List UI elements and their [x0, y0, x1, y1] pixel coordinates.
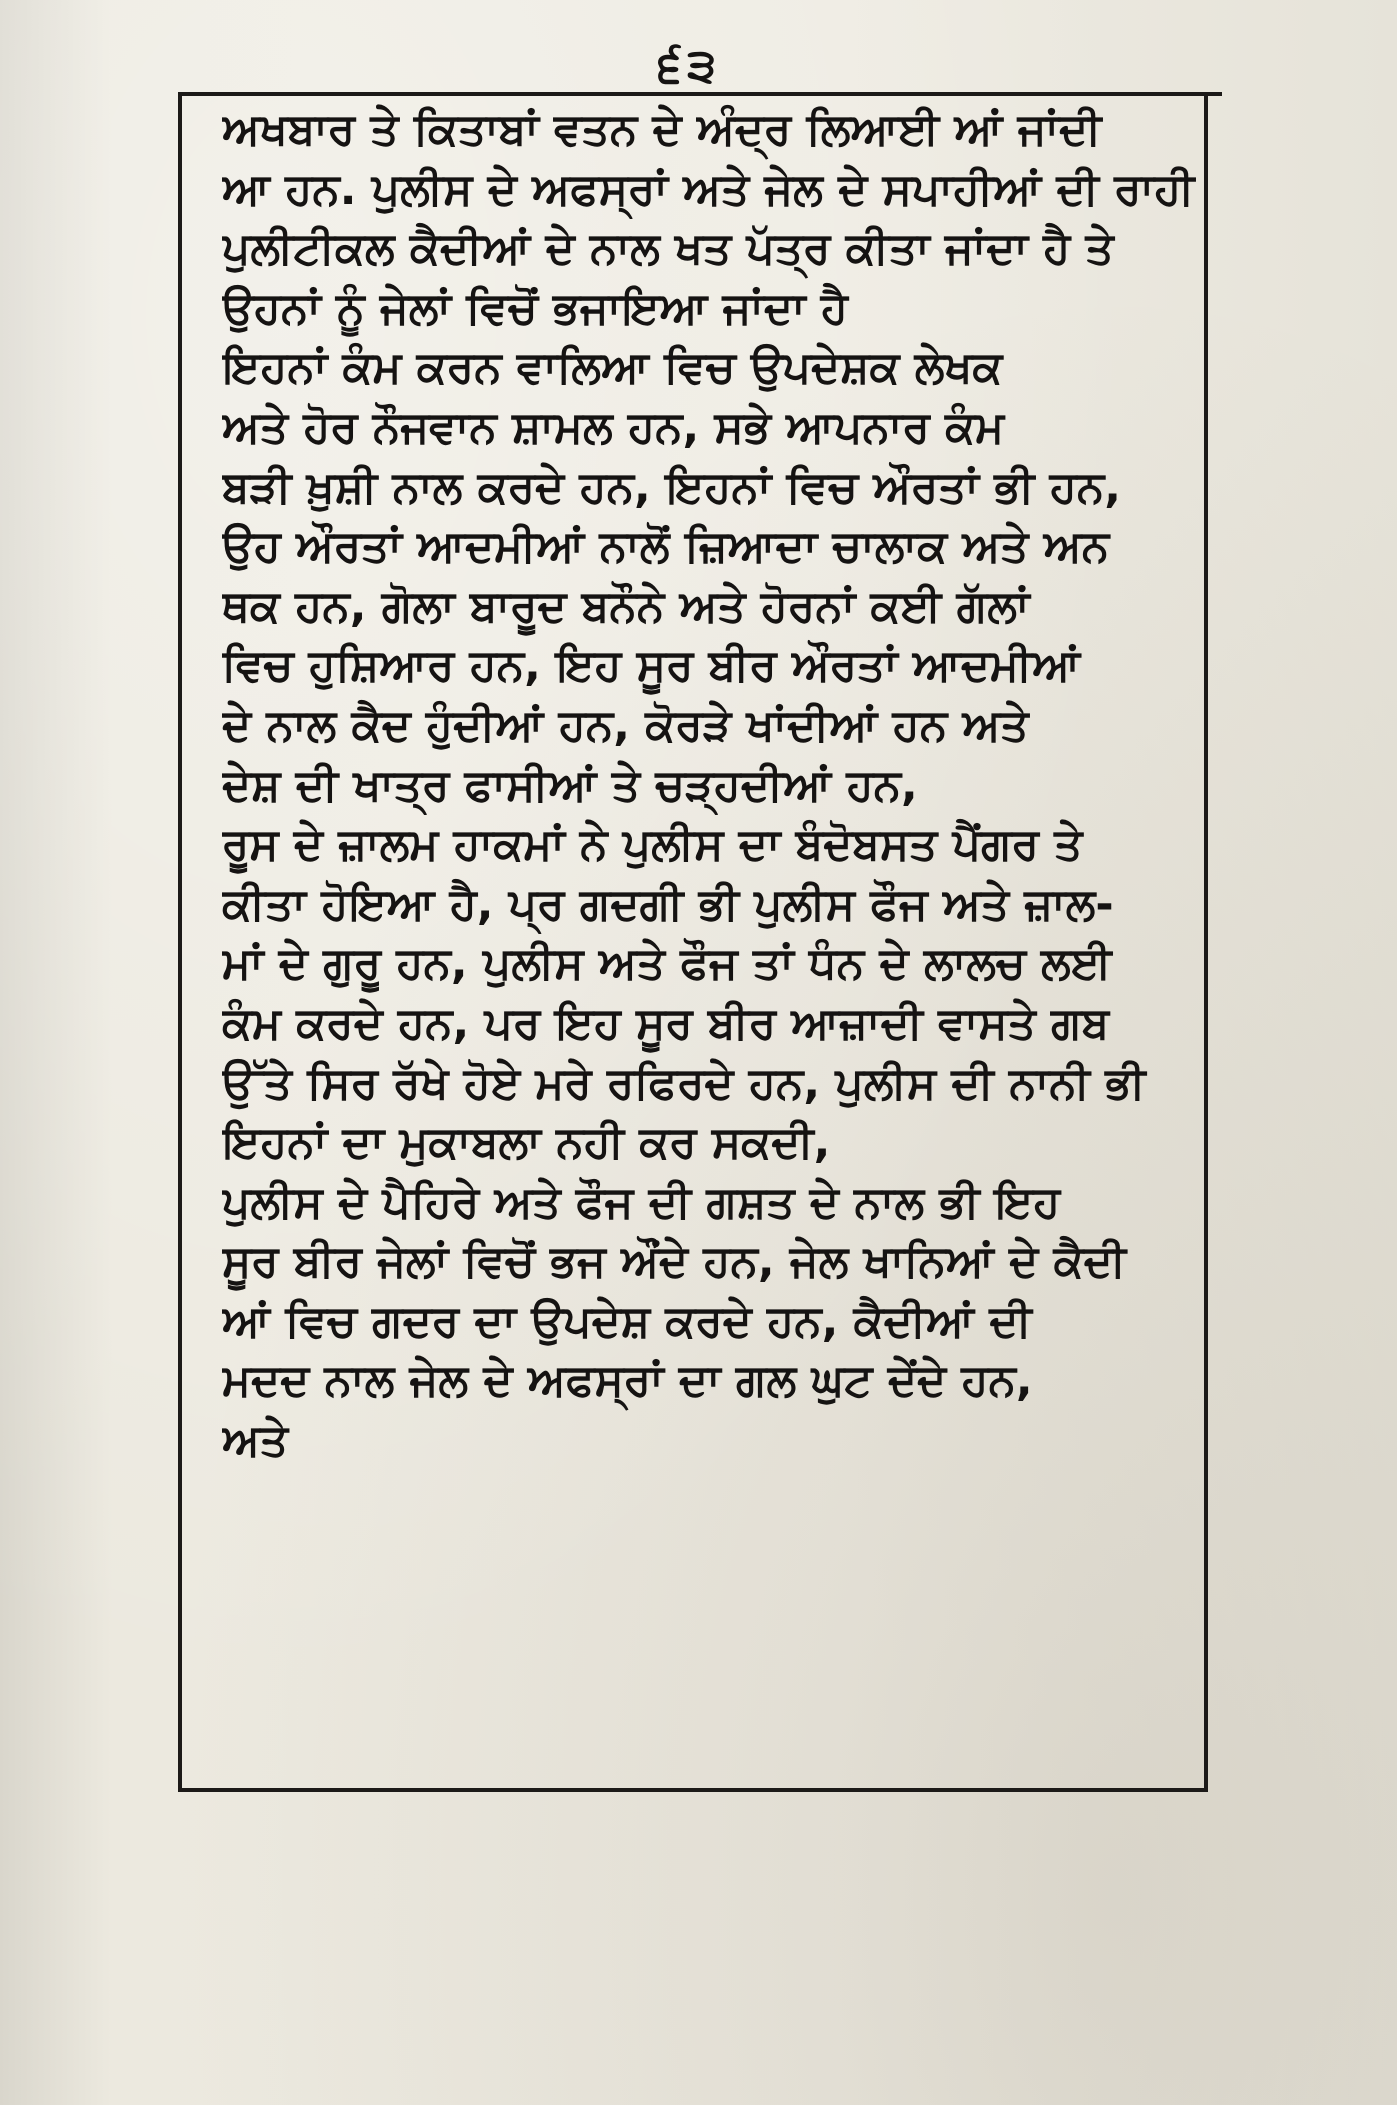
text-line-21: ਆਂ ਵਿਚ ਗਦਰ ਦਾ ਉਪਦੇਸ਼ ਕਰਦੇ ਹਨ, ਕੈਦੀਆਂ ਦੀ — [222, 1295, 1032, 1347]
frame-corner-mark — [1208, 92, 1222, 96]
text-line-19: ਪੁਲੀਸ ਦੇ ਪੈਹਿਰੇ ਅਤੇ ਫੌਜ ਦੀ ਗਸ਼ਤ ਦੇ ਨਾਲ ਭੀ ਇਹ — [222, 1176, 1061, 1228]
text-line-10: ਵਿਚ ਹੁਸ਼ਿਆਰ ਹਨ, ਇਹ ਸੂਰ ਬੀਰ ਔਰਤਾਂ ਆਦਮੀਆਂ — [222, 640, 1081, 692]
text-line-13: ਰੂਸ ਦੇ ਜ਼ਾਲਮ ਹਾਕਮਾਂ ਨੇ ਪੁਲੀਸ ਦਾ ਬੰਦੋਬਸਤ ਪੈਂਗਰ ਤੇ — [222, 819, 1083, 871]
text-line-16: ਕੰਮ ਕਰਦੇ ਹਨ, ਪਰ ਇਹ ਸੂਰ ਬੀਰ ਆਜ਼ਾਦੀ ਵਾਸਤੇ ਗਬ — [222, 997, 1110, 1049]
text-line-5: ਇਹਨਾਂ ਕੰਮ ਕਰਨ ਵਾਲਿਆ ਵਿਚ ਉਪਦੇਸ਼ਕ ਲੇਖਕ — [222, 342, 1003, 394]
text-line-23: ਅਤੇ — [222, 1415, 288, 1467]
text-line-3: ਪੁਲੀਟੀਕਲ ਕੈਦੀਆਂ ਦੇ ਨਾਲ ਖਤ ਪੱਤ੍ਰ ਕੀਤਾ ਜਾਂਦਾ ਹੈ ਤੇ — [222, 223, 1114, 275]
text-line-12: ਦੇਸ਼ ਦੀ ਖਾਤ੍ਰ ਫਾਸੀਆਂ ਤੇ ਚੜ੍ਹਦੀਆਂ ਹਨ, — [222, 759, 918, 811]
text-line-9: ਥਕ ਹਨ, ਗੋਲਾ ਬਾਰੂਦ ਬਨੌਨੇ ਅਤੇ ਹੋਰਨਾਂ ਕਈ ਗੱਲਾਂ — [222, 580, 1030, 632]
text-line-1: ਅਖਬਾਰ ਤੇ ਕਿਤਾਬਾਂ ਵਤਨ ਦੇ ਅੰਦ੍ਰ ਲਿਆਈ ਆਂ ਜਾਂਦੀ — [222, 104, 1102, 155]
text-line-14: ਕੀਤਾ ਹੋਇਆ ਹੈ, ਪ੍ਰ ਗਦਗੀ ਭੀ ਪੁਲੀਸ ਫੌਜ ਅਤੇ ਜ਼ਾਲ- — [222, 878, 1114, 930]
text-line-11: ਦੇ ਨਾਲ ਕੈਦ ਹੁੰਦੀਆਂ ਹਨ, ਕੋਰੜੇ ਖਾਂਦੀਆਂ ਹਨ ਅਤੇ — [222, 699, 1029, 751]
text-line-8: ਉਹ ਔਰਤਾਂ ਆਦਮੀਆਂ ਨਾਲੋਂ ਜ਼ਿਆਦਾ ਚਾਲਾਕ ਅਤੇ ਅਨ — [222, 521, 1110, 573]
handwritten-text-block — [222, 100, 1202, 1780]
text-line-17: ਉੱਤੇ ਸਿਰ ਰੱਖੇ ਹੋਏ ਮਰੇ ਰਫਿਰਦੇ ਹਨ, ਪੁਲੀਸ ਦੀ ਨਾਨੀ ਭੀ — [222, 1057, 1146, 1109]
text-line-7: ਬੜੀ ਖ਼ੁਸ਼ੀ ਨਾਲ ਕਰਦੇ ਹਨ, ਇਹਨਾਂ ਵਿਚ ਔਰਤਾਂ ਭੀ ਹਨ, — [222, 461, 1121, 513]
text-line-4: ਉਹਨਾਂ ਨੂੰ ਜੇਲਾਂ ਵਿਚੋਂ ਭਜਾਇਆ ਜਾਂਦਾ ਹੈ — [222, 282, 848, 334]
text-line-22: ਮਦਦ ਨਾਲ ਜੇਲ ਦੇ ਅਫਸ੍ਰਾਂ ਦਾ ਗਲ ਘੁਟ ਦੇਂਦੇ ਹਨ, — [222, 1355, 1033, 1407]
text-line-15: ਮਾਂ ਦੇ ਗੁਰੂ ਹਨ, ਪੁਲੀਸ ਅਤੇ ਫੌਜ ਤਾਂ ਧੰਨ ਦੇ ਲਾਲਚ ਲਈ — [222, 938, 1112, 990]
page-number: ੬੩ — [657, 38, 723, 92]
text-line-2: ਆ ਹਨ. ਪੁਲੀਸ ਦੇ ਅਫਸ੍ਰਾਂ ਅਤੇ ਜੇਲ ਦੇ ਸਪਾਹੀਆਂ ਦੀ ਰਾਹੀ — [222, 163, 1195, 215]
text-line-18: ਇਹਨਾਂ ਦਾ ਮੁਕਾਬਲਾ ਨਹੀ ਕਰ ਸਕਦੀ, — [222, 1117, 831, 1169]
text-line-6: ਅਤੇ ਹੋਰ ਨੌਜਵਾਨ ਸ਼ਾਮਲ ਹਨ, ਸਭੇ ਆਪਨਾਰ ਕੰਮ — [222, 401, 1005, 453]
text-line-20: ਸੂਰ ਬੀਰ ਜੇਲਾਂ ਵਿਚੋਂ ਭਜ ਔਂਦੇ ਹਨ, ਜੇਲ ਖਾਨਿਆਂ ਦੇ ਕੈਦੀ — [222, 1236, 1126, 1288]
